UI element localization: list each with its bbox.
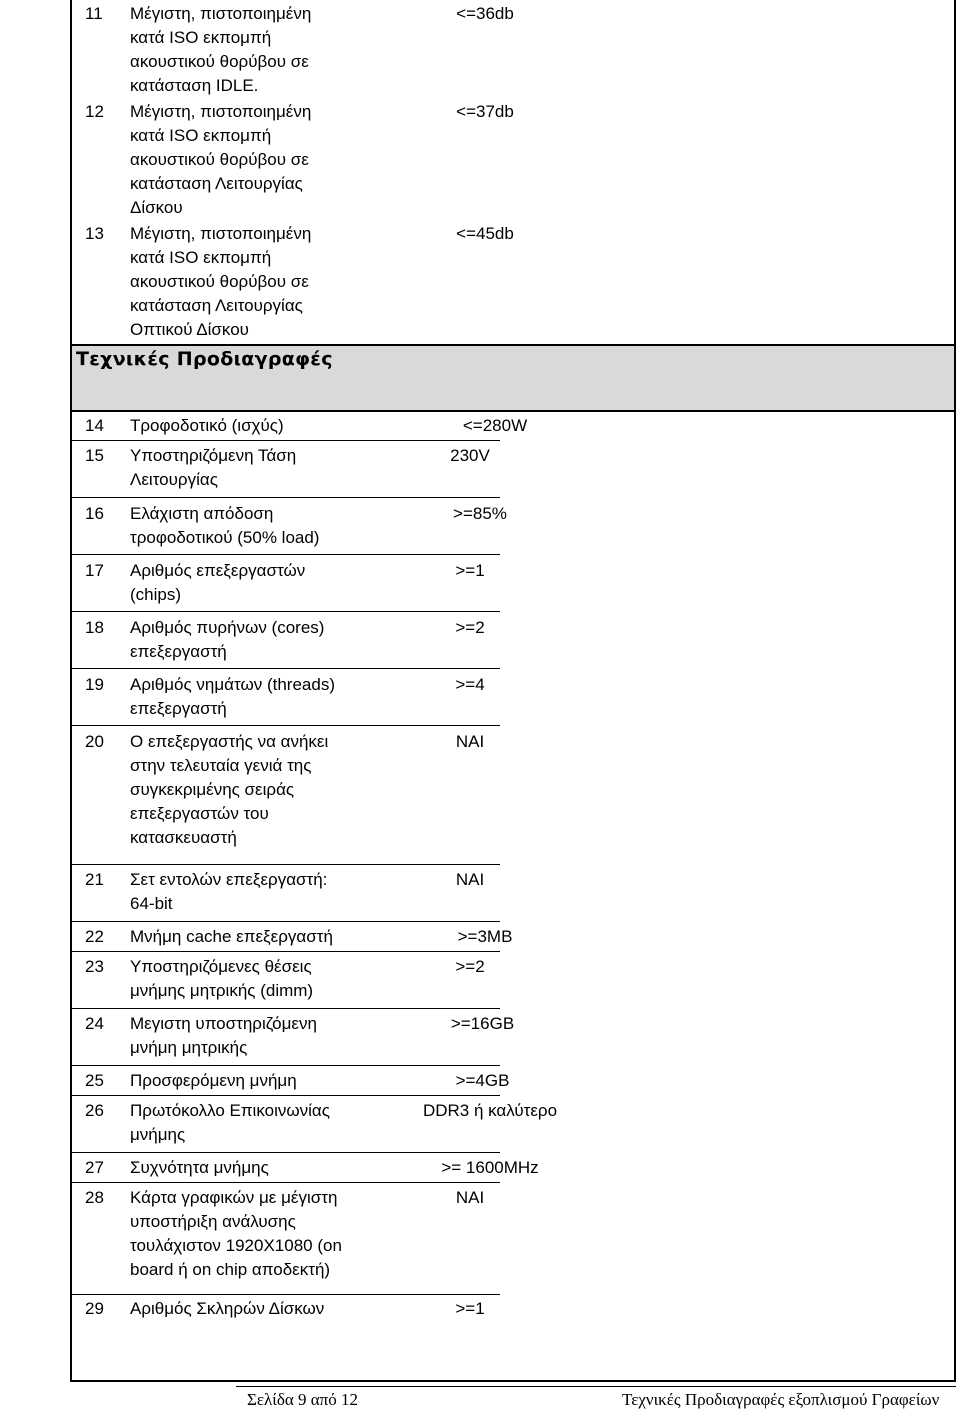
row-label: Προσφερόμενη μνήμη: [130, 1071, 297, 1090]
row-value: ΝΑΙ: [455, 732, 485, 751]
row-label: Αριθμός νημάτων (threads) επεξεργαστή: [130, 675, 335, 718]
row-number: 13: [85, 224, 104, 243]
footer-rule: [236, 1386, 956, 1387]
row-divider: [70, 440, 500, 441]
row-divider: [70, 1182, 500, 1183]
row-number: 18: [85, 618, 104, 637]
row-label: Ελάχιστη απόδοση τροφοδοτικού (50% load): [130, 504, 320, 547]
row-value: >=4GB: [455, 1071, 510, 1090]
row-divider: [70, 668, 500, 669]
row-number: 12: [85, 102, 104, 121]
row-divider: [70, 611, 500, 612]
row-number: 22: [85, 927, 104, 946]
page-number: Σελίδα 9 από 12: [247, 1390, 359, 1409]
row-label: Μέγιστη, πιστοποιημένη κατά ISO εκπομπή ακουστικού θορύβου σε κατάσταση IDLE.: [130, 4, 312, 95]
row-value: DDR3 ή καλύτερο: [422, 1101, 558, 1120]
row-divider: [70, 1095, 500, 1096]
row-divider: [70, 921, 500, 922]
row-label: Υποστηριζόμενη Τάση Λειτουργίας: [130, 446, 297, 489]
row-label: Πρωτόκολλο Επικοινωνίας μνήμης: [130, 1101, 330, 1144]
row-number: 28: [85, 1188, 104, 1207]
row-number: 23: [85, 957, 104, 976]
row-number: 29: [85, 1299, 104, 1318]
row-number: 15: [85, 446, 104, 465]
row-number: 11: [85, 4, 103, 23]
row-number: 21: [85, 870, 104, 889]
row-divider: [70, 725, 500, 726]
row-label: Αριθμός πυρήνων (cores) επεξεργαστή: [130, 618, 325, 661]
row-label: Συχνότητα μνήμης: [130, 1158, 269, 1177]
row-divider: [70, 497, 500, 498]
row-number: 27: [85, 1158, 104, 1177]
row-divider: [70, 1152, 500, 1153]
row-value: <=280W: [462, 416, 528, 435]
row-divider: [70, 864, 500, 865]
row-number: 25: [85, 1071, 104, 1090]
row-number: 26: [85, 1101, 104, 1120]
row-number: 24: [85, 1014, 104, 1033]
row-divider: [70, 1294, 500, 1295]
row-label: Μνήμη cache επεξεργαστή: [130, 927, 333, 946]
row-number: 14: [85, 416, 104, 435]
row-value: >=3MB: [457, 927, 513, 946]
row-label: Σετ εντολών επεξεργαστή: 64-bit: [130, 870, 328, 913]
row-label: Ο επεξεργαστής να ανήκει στην τελευταία γενιά της συγκεκριμένης σειράς επεξεργαστών του κατασκευαστή: [130, 732, 329, 847]
row-label: Μέγιστη, πιστοποιημένη κατά ISO εκπομπή ακουστικού θορύβου σε κατάσταση Λειτουργίας Οπτικού Δίσκου: [130, 224, 312, 339]
row-label: Μεγιστη υποστηριζόμενη μνήμη μητρικής: [130, 1014, 317, 1057]
row-value: >=1: [455, 561, 485, 580]
row-value: <=37db: [456, 102, 514, 121]
row-value: >=16GB: [450, 1014, 515, 1033]
row-divider: [70, 951, 500, 952]
row-value: <=45db: [456, 224, 514, 243]
row-value: >=2: [455, 957, 485, 976]
row-divider: [70, 554, 500, 555]
document-title: Τεχνικές Προδιαγραφές εξοπλισμού Γραφείων: [622, 1390, 940, 1409]
row-label: Κάρτα γραφικών με μέγιστη υποστήριξη ανάλυσης τουλάχιστον 1920Χ1080 (on board ή on chip αποδεκτή): [130, 1188, 342, 1279]
row-number: 20: [85, 732, 104, 751]
row-number: 17: [85, 561, 104, 580]
row-divider: [70, 1065, 500, 1066]
row-number: 16: [85, 504, 104, 523]
row-divider: [70, 1008, 500, 1009]
row-label: Αριθμός επεξεργαστών (chips): [130, 561, 306, 604]
row-value: ΝΑΙ: [455, 870, 485, 889]
row-value: >= 1600MHz: [441, 1158, 539, 1177]
section-title: Τεχνικές Προδιαγραφές: [76, 348, 333, 370]
row-value: 230V: [450, 446, 490, 465]
row-value: >=1: [455, 1299, 485, 1318]
row-number: 19: [85, 675, 104, 694]
row-label: Τροφοδοτικό (ισχύς): [130, 416, 284, 435]
row-value: >=2: [455, 618, 485, 637]
row-value: ΝΑΙ: [455, 1188, 485, 1207]
row-label: Μέγιστη, πιστοποιημένη κατά ISO εκπομπή ακουστικού θορύβου σε κατάσταση Λειτουργίας Δίσκου: [130, 102, 312, 217]
row-label: Υποστηριζόμενες θέσεις μνήμης μητρικής (dimm): [130, 957, 314, 1000]
row-value: >=4: [455, 675, 485, 694]
row-value: >=85%: [453, 504, 507, 523]
row-label: Αριθμός Σκληρών Δίσκων: [130, 1299, 325, 1318]
row-value: <=36db: [456, 4, 514, 23]
